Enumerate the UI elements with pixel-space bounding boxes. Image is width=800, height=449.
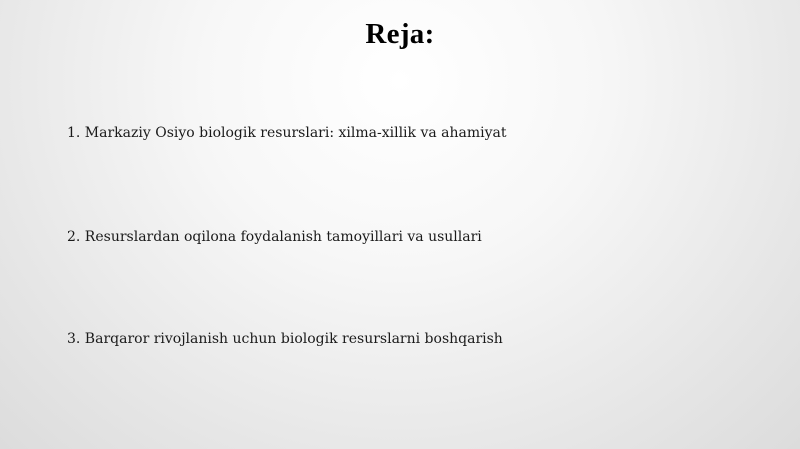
plan-item-3: 3. Barqaror rivojlanish uchun biologik resurslarni boshqarish (67, 331, 503, 347)
plan-item-1: 1. Markaziy Osiyo biologik resurslari: xilma-xillik va ahamiyat (67, 125, 507, 141)
slide-title: Reja: (365, 18, 435, 50)
plan-item-2: 2. Resurslardan oqilona foydalanish tamoyillari va usullari (67, 229, 482, 245)
